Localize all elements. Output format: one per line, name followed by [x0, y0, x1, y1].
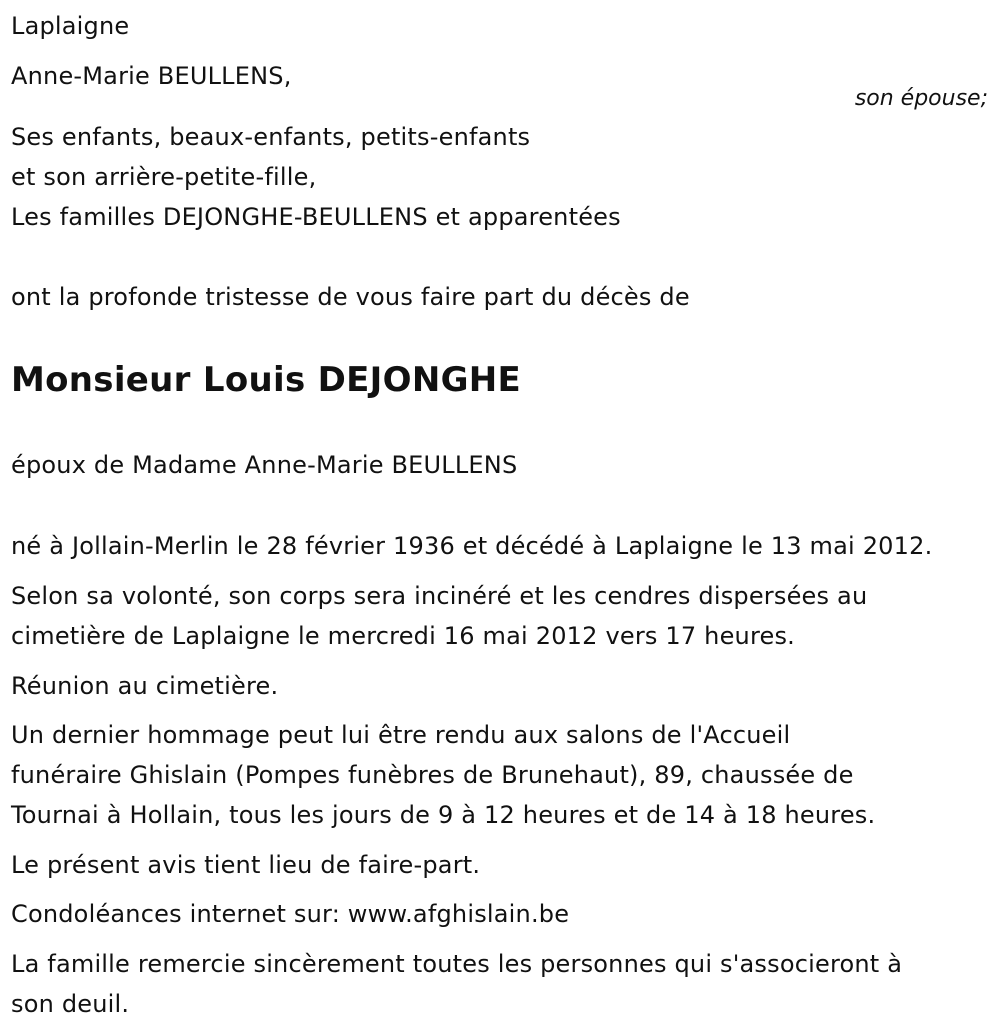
- tribute-line-1: Un dernier hommage peut lui être rendu aux salons de l'Accueil: [11, 721, 791, 749]
- wishes-line-1: Selon sa volonté, son corps sera incinéré et les cendres dispersées au: [11, 582, 868, 610]
- spouse-name-line: Anne-Marie BEULLENS,: [11, 62, 292, 90]
- reunion-line: Réunion au cimetière.: [11, 672, 279, 700]
- tribute-line-3: Tournai à Hollain, tous les jours de 9 à 12 heures et de 14 à 18 heures.: [11, 801, 876, 829]
- family-line-2: et son arrière-petite-fille,: [11, 163, 317, 191]
- tribute-line-2: funéraire Ghislain (Pompes funèbres de Brunehaut), 89, chaussée de: [11, 761, 854, 789]
- family-line-1: Ses enfants, beaux-enfants, petits-enfants: [11, 123, 531, 151]
- husband-of-line: époux de Madame Anne-Marie BEULLENS: [11, 451, 518, 479]
- thanks-line-1: La famille remercie sincèrement toutes les personnes qui s'associeront à: [11, 950, 903, 978]
- family-line-3: Les familles DEJONGHE-BEULLENS et apparentées: [11, 203, 621, 231]
- announcement-line: ont la profonde tristesse de vous faire part du décès de: [11, 283, 690, 311]
- wishes-line-2: cimetière de Laplaigne le mercredi 16 mai 2012 vers 17 heures.: [11, 622, 796, 650]
- thanks-line-2: son deuil.: [11, 990, 130, 1018]
- condolences-line: Condoléances internet sur: www.afghislain.be: [11, 900, 570, 928]
- birth-death-line: né à Jollain-Merlin le 28 février 1936 et décédé à Laplaigne le 13 mai 2012.: [11, 532, 933, 560]
- deceased-name-title: Monsieur Louis DEJONGHE: [11, 360, 522, 400]
- notice-note-line: Le présent avis tient lieu de faire-part.: [11, 851, 481, 879]
- place-line: Laplaigne: [11, 12, 130, 40]
- spouse-role-line: son épouse;: [854, 86, 988, 111]
